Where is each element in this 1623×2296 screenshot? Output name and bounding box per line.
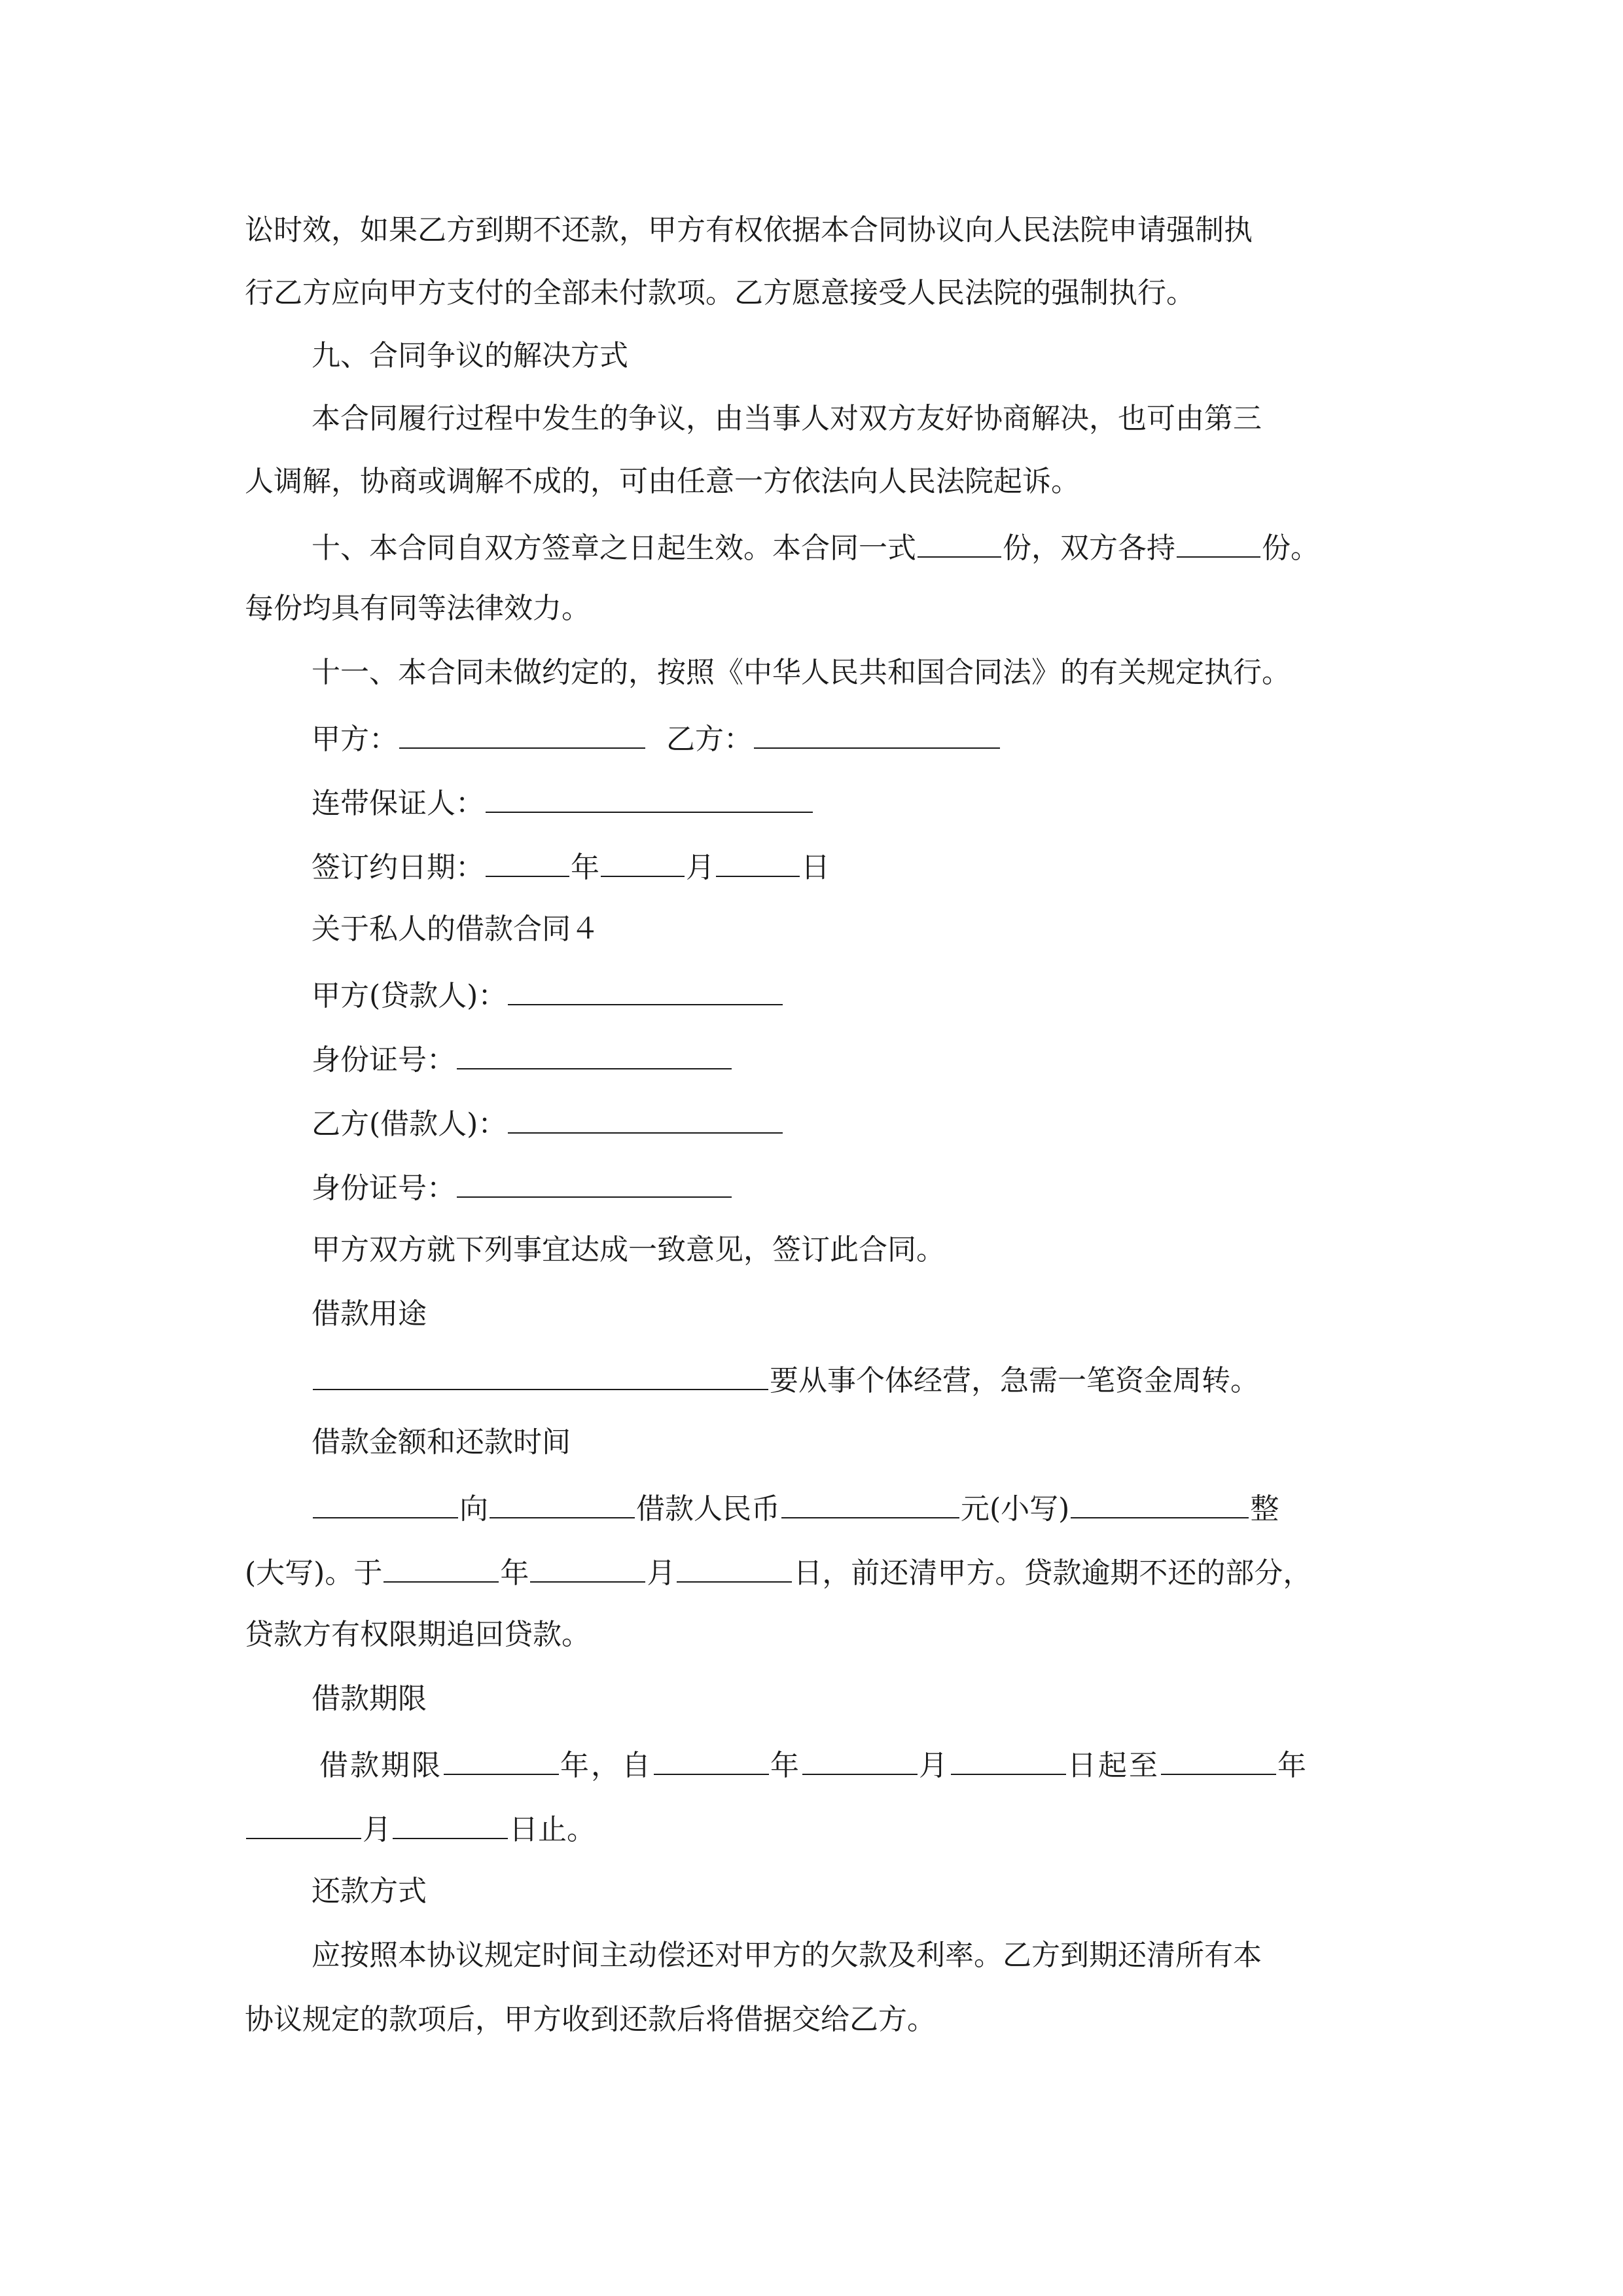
- sign-day-blank[interactable]: [716, 846, 800, 877]
- amount-big-blank[interactable]: [1071, 1487, 1249, 1518]
- lender-id-blank[interactable]: [457, 1038, 732, 1069]
- term-line: [319, 1744, 1308, 1783]
- text: 整: [1250, 1492, 1279, 1526]
- blank-copies-each[interactable]: [1177, 526, 1260, 558]
- sign-date-line: [312, 846, 830, 885]
- paragraph-line: [245, 2000, 936, 2039]
- signature-line: [312, 717, 1001, 757]
- lender-label: 甲方(贷款人)：: [312, 979, 507, 1013]
- guarantor-blank[interactable]: [486, 781, 813, 813]
- paragraph-line: [312, 526, 1319, 565]
- text: 每份均具有同等法律效力。: [245, 592, 590, 625]
- section-heading: [312, 1679, 427, 1719]
- section-heading: [312, 1423, 571, 1462]
- text: 九、合同争议的解决方式: [312, 339, 628, 372]
- term-line: [245, 1808, 596, 1847]
- text: 本合同履行过程中发生的争议，由当事人对双方友好协商解决，也可由第三: [312, 402, 1262, 435]
- borrower-label: 乙方(借款人)：: [312, 1107, 507, 1141]
- term-start-month-blank[interactable]: [802, 1744, 918, 1775]
- text: 十一、本合同未做约定的，按照《中华人民共和国合同法》的有关规定执行。: [312, 656, 1291, 689]
- text: 年: [571, 851, 599, 884]
- repay-month-blank[interactable]: [530, 1551, 645, 1583]
- party-a-label: 甲方：: [312, 723, 398, 756]
- text: 月: [363, 1813, 391, 1846]
- guarantor-label: 连带保证人：: [312, 787, 484, 820]
- lender-line: [312, 974, 784, 1013]
- party-b-blank[interactable]: [754, 717, 1000, 749]
- amount-small-blank[interactable]: [781, 1487, 959, 1518]
- borrower-line: [312, 1102, 784, 1141]
- lender-name-blank[interactable]: [313, 1487, 458, 1518]
- text: 年，自: [560, 1749, 652, 1782]
- text: 日起至: [1067, 1749, 1160, 1782]
- borrower-id-blank[interactable]: [457, 1166, 732, 1198]
- guarantor-line: [312, 781, 814, 821]
- borrower-name-blank[interactable]: [490, 1487, 635, 1518]
- sign-month-blank[interactable]: [601, 846, 685, 877]
- text: 贷款方有权限期追回贷款。: [245, 1618, 590, 1651]
- repay-year-blank[interactable]: [383, 1551, 499, 1583]
- text: 月: [686, 851, 715, 884]
- paragraph-line: [312, 1230, 945, 1270]
- contract-title: [312, 910, 599, 949]
- text: 份。: [1262, 531, 1319, 565]
- lender-id-line: [312, 1038, 733, 1077]
- text: 向: [459, 1492, 488, 1526]
- amount-line: [312, 1487, 1279, 1526]
- text: 年: [1277, 1749, 1308, 1782]
- text: 月: [919, 1749, 950, 1782]
- paragraph-line: [312, 653, 1291, 692]
- text: 日止。: [509, 1813, 596, 1846]
- paragraph-line: [245, 1615, 590, 1655]
- text: 借款期限: [319, 1749, 442, 1782]
- paragraph-line: [312, 399, 1262, 439]
- text: 讼时效，如果乙方到期不还款，甲方有权依据本合同协议向人民法院申请强制执: [245, 213, 1253, 247]
- term-end-day-blank[interactable]: [393, 1808, 508, 1839]
- sign-year-blank[interactable]: [486, 846, 569, 877]
- text: 日: [801, 851, 830, 884]
- term-start-year-blank[interactable]: [654, 1744, 769, 1775]
- purpose-blank[interactable]: [313, 1359, 768, 1390]
- borrower-blank[interactable]: [508, 1102, 783, 1134]
- text: 年: [770, 1749, 801, 1782]
- paragraph-line: [245, 589, 590, 628]
- section-heading: [312, 336, 628, 376]
- text: 甲方双方就下列事宜达成一致意见，签订此合同。: [312, 1233, 945, 1266]
- text: 借款用途: [312, 1297, 427, 1331]
- text: 十、本合同自双方签章之日起生效。本合同一式: [312, 531, 916, 565]
- text: 借款人民币: [636, 1492, 780, 1526]
- paragraph-line: [245, 462, 1080, 501]
- party-b-label: 乙方：: [666, 723, 753, 756]
- text: 应按照本协议规定时间主动偿还对甲方的欠款及利率。乙方到期还清所有本: [312, 1939, 1262, 1972]
- blank-copies-total[interactable]: [918, 526, 1001, 558]
- term-start-day-blank[interactable]: [951, 1744, 1066, 1775]
- paragraph-line: [312, 1936, 1262, 1975]
- repay-day-blank[interactable]: [677, 1551, 792, 1583]
- text: 还款方式: [312, 1874, 427, 1908]
- lender-blank[interactable]: [508, 974, 783, 1005]
- text: 协议规定的款项后，甲方收到还款后将借据交给乙方。: [245, 2003, 936, 2036]
- id-label: 身份证号：: [312, 1172, 455, 1205]
- purpose-line: [312, 1359, 1259, 1398]
- party-a-blank[interactable]: [399, 717, 645, 749]
- section-heading: [312, 1295, 427, 1334]
- text: 日，前还清甲方。贷款逾期不还的部分，: [793, 1556, 1312, 1590]
- text: 月: [647, 1556, 676, 1590]
- text: 行乙方应向甲方支付的全部未付款项。乙方愿意接受人民法院的强制执行。: [245, 276, 1195, 310]
- text: 元(小写): [961, 1492, 1070, 1526]
- section-heading: [312, 1872, 427, 1911]
- id-label: 身份证号：: [312, 1043, 455, 1077]
- paragraph-line: [245, 274, 1195, 313]
- term-length-blank[interactable]: [444, 1744, 559, 1775]
- text: 借款金额和还款时间: [312, 1426, 571, 1459]
- text: 人调解，协商或调解不成的，可由任意一方依法向人民法院起诉。: [245, 465, 1080, 498]
- text: (大写)。于: [245, 1556, 383, 1590]
- text: 要从事个体经营，急需一笔资金周转。: [770, 1364, 1259, 1397]
- term-end-year-blank[interactable]: [1161, 1744, 1276, 1775]
- paragraph-line: [245, 211, 1253, 250]
- text: 借款期限: [312, 1682, 427, 1715]
- text: 份，双方各持: [1003, 531, 1175, 565]
- borrower-id-line: [312, 1166, 733, 1206]
- amount-line: [245, 1551, 1311, 1590]
- sign-date-label: 签订约日期：: [312, 851, 484, 884]
- text: 年: [500, 1556, 529, 1590]
- term-end-month-blank[interactable]: [246, 1808, 361, 1839]
- text: 关于私人的借款合同４: [312, 912, 599, 946]
